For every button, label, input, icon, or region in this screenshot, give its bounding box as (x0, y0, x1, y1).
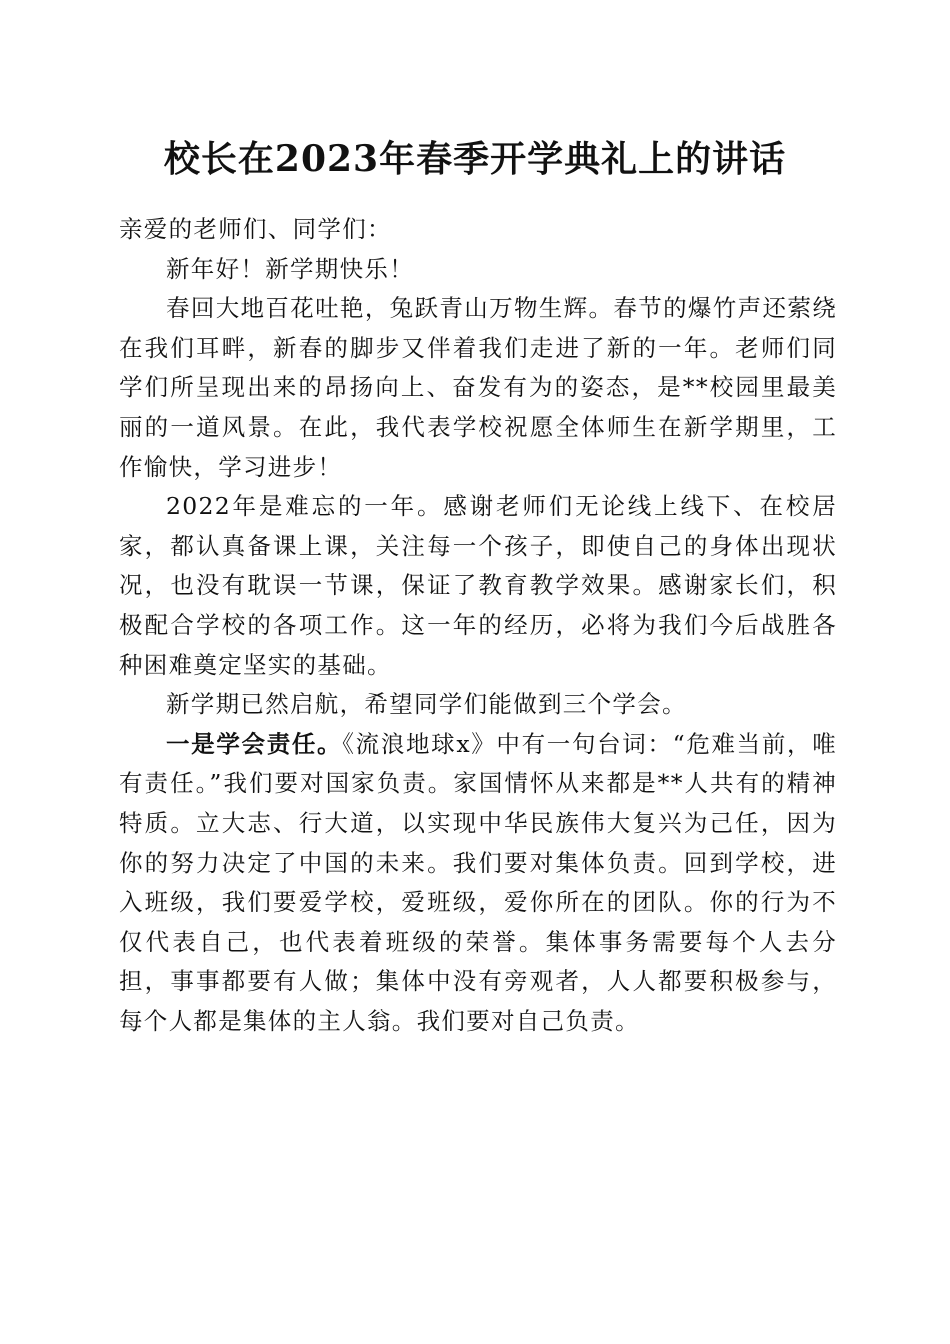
paragraph-spring: 春回大地百花吐艳，兔跃青山万物生辉。春节的爆竹声还萦绕在我们耳畔，新春的脚步又伴着我们走进了新的一年。老师们同学们所呈现出来的昂扬向上、奋发有为的姿态，是**校园里最美丽的一道风景。在此，我代表学校祝愿全体师生在新学期里，工作愉快，学习进步！ (119, 294, 837, 481)
document-body (119, 210, 837, 1041)
paragraph-responsibility (119, 725, 837, 1042)
responsibility-heading: 一是学会责任。 (166, 729, 343, 758)
salutation: 亲爱的老师们、同学们： (119, 215, 392, 243)
document-title: 校长在2023年春季开学典礼上的讲话 (163, 138, 787, 180)
paragraph-2022: 2022年是难忘的一年。感谢老师们无论线上线下、在校居家，都认真备课上课，关注每一个孩子，即使自己的身体出现状况，也没有耽误一节课，保证了教育教学效果。感谢家长们，积极配合学校的各项工作。这一年的经历，必将为我们今后战胜各种困难奠定坚实的基础。 (119, 492, 837, 679)
responsibility-text: 《流浪地球x》中有一句台词：“危难当前，唯有责任。”我们要对国家负责。家国情怀从来都是**人共有的精神特质。立大志、行大道，以实现中华民族伟大复兴为己任，因为你的努力决定了中国的未来。我们要对集体负责。回到学校，进入班级，我们要爱学校，爱班级，爱你所在的团队。你的行为不仅代表自己，也代表着班级的荣誉。集体事务需要每个人去分担，事事都要有人做；集体中没有旁观者，人人都要积极参与，每个人都是集体的主人翁。我们要对自己负责。 (119, 729, 837, 1035)
greeting-paragraph: 新年好！新学期快乐！ (166, 254, 414, 283)
paragraph-three-lessons: 新学期已然启航，希望同学们能做到三个学会。 (166, 690, 687, 719)
